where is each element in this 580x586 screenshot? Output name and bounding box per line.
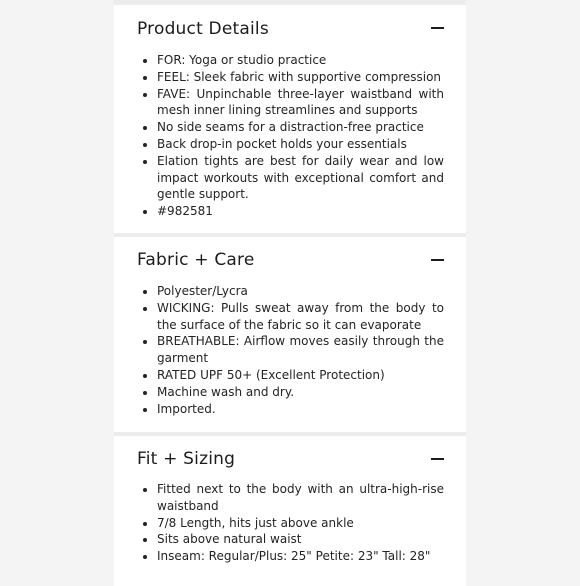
section-fabric-care (114, 237, 466, 432)
list-item: 7/8 Length, hits just above ankle (136, 515, 444, 532)
list-item: Back drop-in pocket holds your essentials (136, 136, 444, 153)
list-item: Machine wash and dry. (136, 384, 444, 401)
list-item: Polyester/Lycra (136, 283, 444, 300)
detail-list (136, 52, 444, 220)
list-item: RATED UPF 50+ (Excellent Protection) (136, 367, 444, 384)
section-title[interactable]: Product Details (137, 19, 269, 39)
list-item: Sits above natural waist (136, 531, 444, 548)
list-item: WICKING: Pulls sweat away from the body to the surface of the fabric so it can evaporate (136, 300, 444, 334)
minus-icon[interactable] (431, 27, 444, 29)
list-item: FAVE: Unpinchable three-layer waistband with mesh inner lining streamlines and supports (136, 86, 444, 120)
list-item: FEEL: Sleek fabric with supportive compression (136, 69, 444, 86)
list-item: No side seams for a distraction-free practice (136, 119, 444, 136)
section-title[interactable]: Fit + Sizing (137, 449, 236, 469)
list-item: Inseam: Regular/Plus: 25" Petite: 23" Tall: 28" (136, 548, 444, 565)
minus-icon[interactable] (431, 259, 444, 261)
list-item: Fitted next to the body with an ultra-high-rise waistband (136, 481, 444, 515)
section-product-details (114, 5, 466, 233)
list-item: BREATHABLE: Airflow moves easily through the garment (136, 333, 444, 367)
list-item: Elation tights are best for daily wear and low impact workouts with exceptional comfort and gentle support. (136, 153, 444, 203)
minus-icon[interactable] (431, 458, 444, 460)
detail-list (136, 481, 444, 565)
section-fit-sizing (114, 436, 466, 586)
detail-list (136, 283, 444, 417)
list-item: Imported. (136, 401, 444, 418)
list-item: #982581 (136, 203, 444, 220)
list-item: FOR: Yoga or studio practice (136, 52, 444, 69)
section-title[interactable]: Fabric + Care (137, 250, 255, 270)
